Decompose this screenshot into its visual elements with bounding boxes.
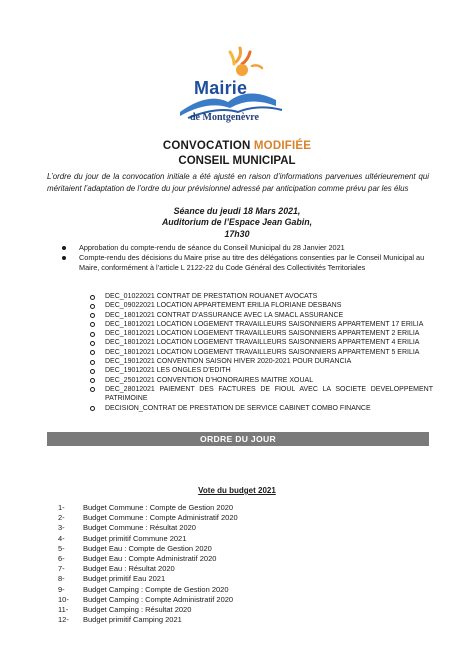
decision-text: DEC_25012021 CONVENTION D’HONORAIRES MAITRE XOUAL xyxy=(105,376,314,384)
agenda-number: 12- xyxy=(58,615,69,625)
decision-text: DEC_18012021 LOCATION LOGEMENT TRAVAILLEURS SAISONNIERS APPARTEMENT 2 ERILIA xyxy=(105,330,420,338)
agenda-text: Budget Eau : Compte de Gestion 2020 xyxy=(83,543,212,553)
title-accent: MODIFIÉE xyxy=(253,140,312,152)
agenda-number: 9- xyxy=(58,584,65,594)
decision-item xyxy=(89,385,433,404)
title-main: CONVOCATION xyxy=(162,140,251,152)
circle-bullet-icon xyxy=(90,295,95,300)
circle-bullet-icon xyxy=(90,378,95,383)
decision-item xyxy=(89,366,433,375)
agenda-number: 8- xyxy=(58,574,65,584)
decision-text: DEC_28012021 PAIEMENT DES FACTURES DE FIOUL AVEC LA SOCIETE DEVELOPPEMENT PATRIMOINE xyxy=(105,385,433,403)
decision-text: DEC_09022021 LOCATION APPARTEMENT ERILIA FLORIANE DESBANS xyxy=(105,302,342,310)
agenda-item xyxy=(58,595,358,605)
intro-paragraph: L’ordre du jour de la convocation initiale a été ajusté en raison d’informations parvenues ultérieurement qui méritaient l’adaptation de l’ordre du jour prévisionnel adressé par anticipation comme prévu par les élus xyxy=(47,172,429,193)
agenda-item xyxy=(58,585,358,595)
decisions-list xyxy=(89,292,433,413)
decision-text: DEC_19012021 LES ONGLES D’EDITH xyxy=(105,367,231,375)
agenda-item xyxy=(58,615,358,625)
decision-text: DEC_18012021 CONTRAT D’ASSURANCE AVEC LA SMACL ASSURANCE xyxy=(105,311,344,319)
session-date: Séance du jeudi 18 Mars 2021, xyxy=(173,206,301,216)
agenda-item xyxy=(58,503,358,513)
agenda-number: 6- xyxy=(58,553,65,563)
agenda-list xyxy=(58,503,358,625)
agenda-text: Budget primitif Camping 2021 xyxy=(83,615,182,625)
circle-bullet-icon xyxy=(90,406,95,411)
agenda-text: Budget Commune : Compte de Gestion 2020 xyxy=(83,503,234,512)
agenda-item xyxy=(58,544,358,554)
decision-text: DECISION_CONTRAT DE PRESTATION DE SERVICE CABINET COMBO FINANCE xyxy=(105,404,371,412)
document-title xyxy=(0,140,474,152)
bullet-text: Approbation du compte-rendu de séance du Conseil Municipal du 28 Janvier 2021 xyxy=(79,243,345,252)
agenda-item xyxy=(58,523,358,533)
decision-item xyxy=(89,292,433,301)
bullet-text: Compte-rendu des décisions du Maire prise au titre des délégations consenties par le Conseil Municipal au Maire, conformément à l’article L 2122-22 du Code Général des Collectivités Territoriales xyxy=(79,253,425,272)
decision-text: DEC_18012021 LOCATION LOGEMENT TRAVAILLEURS SAISONNIERS APPARTEMENT 5 ERILIA xyxy=(105,348,420,356)
decision-item xyxy=(89,338,433,347)
session-time: 17h30 xyxy=(224,228,250,239)
decision-text: DEC_18012021 LOCATION LOGEMENT TRAVAILLEURS SAISONNIERS APPARTEMENT 17 ERILIA xyxy=(105,320,424,328)
decision-item xyxy=(89,320,433,329)
agenda-text: Budget Eau : Résultat 2020 xyxy=(83,564,175,574)
bullet-list xyxy=(58,243,433,272)
decision-item xyxy=(89,329,433,338)
list-item xyxy=(58,243,433,252)
agenda-number: 4- xyxy=(58,533,65,543)
bullet-icon xyxy=(62,256,66,260)
agenda-text: Budget Camping : Compte de Gestion 2020 xyxy=(83,584,229,594)
agenda-item xyxy=(58,564,358,574)
decision-item xyxy=(89,311,433,320)
agenda-item xyxy=(58,534,358,544)
circle-bullet-icon xyxy=(90,341,95,346)
agenda-item xyxy=(58,605,358,615)
decision-item xyxy=(89,301,433,310)
agenda-text: Budget primitif Eau 2021 xyxy=(83,574,166,584)
agenda-number: 3- xyxy=(58,523,65,533)
session-place: Auditorium de l’Espace Jean Gabin, xyxy=(161,217,313,228)
mairie-logo xyxy=(178,42,298,130)
decision-text: DEC_18012021 LOCATION LOGEMENT TRAVAILLEURS SAISONNIERS APPARTEMENT 4 ERILIA xyxy=(105,339,420,347)
agenda-number: 2- xyxy=(58,513,65,523)
agenda-text: Budget Commune : Compte Administratif 2020 xyxy=(83,513,238,523)
document-subtitle: CONSEIL MUNICIPAL xyxy=(178,155,296,167)
circle-bullet-icon xyxy=(90,313,95,318)
agenda-text: Budget Camping : Compte Administratif 2020 xyxy=(83,594,234,604)
agenda-number: 7- xyxy=(58,564,65,574)
circle-bullet-icon xyxy=(90,350,95,355)
budget-section-title: Vote du budget 2021 xyxy=(198,486,276,495)
agenda-banner: ORDRE DU JOUR xyxy=(47,432,429,446)
agenda-number: 10- xyxy=(58,594,69,604)
decision-item xyxy=(89,376,433,385)
circle-bullet-icon xyxy=(90,387,95,392)
agenda-text: Budget Camping : Résultat 2020 xyxy=(83,604,192,614)
circle-bullet-icon xyxy=(90,304,95,309)
logo-commune: de Montgenèvre xyxy=(190,112,259,123)
circle-bullet-icon xyxy=(90,332,95,337)
agenda-text: Budget Commune : Résultat 2020 xyxy=(83,523,196,533)
decision-text: DEC_19012021 CONVENTION SAISON HIVER 2020-2021 POUR DURANCIA xyxy=(105,358,352,366)
agenda-number: 11- xyxy=(58,604,69,614)
agenda-number: 5- xyxy=(58,543,65,553)
circle-bullet-icon xyxy=(90,360,95,365)
circle-bullet-icon xyxy=(90,322,95,327)
circle-bullet-icon xyxy=(90,369,95,374)
decision-item xyxy=(89,404,433,413)
agenda-item xyxy=(58,574,358,584)
logo-title: Mairie xyxy=(194,78,248,98)
bullet-icon xyxy=(62,246,66,250)
agenda-item xyxy=(58,513,358,523)
agenda-text: Budget Eau : Compte Administratif 2020 xyxy=(83,553,217,563)
decision-text: DEC_01022021 CONTRAT DE PRESTATION ROUANET AVOCATS xyxy=(105,293,318,300)
decision-item xyxy=(89,348,433,357)
decision-item xyxy=(89,357,433,366)
agenda-number: 1- xyxy=(58,503,65,512)
list-item xyxy=(58,253,433,272)
session-info xyxy=(0,206,474,240)
agenda-item xyxy=(58,554,358,564)
agenda-text: Budget primitif Commune 2021 xyxy=(83,533,187,543)
